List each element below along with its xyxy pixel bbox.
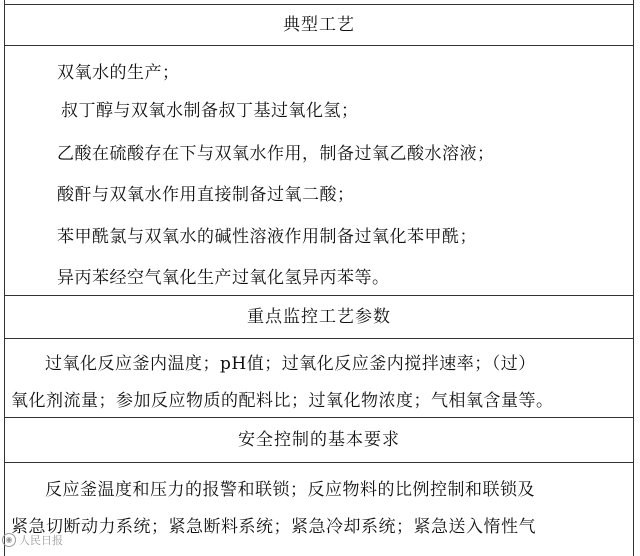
requirement-line: 紧急切断动力系统；紧急断料系统；紧急冷却系统；紧急送入惰性气: [11, 517, 536, 537]
requirement-line: 反应釜温度和压力的报警和联锁；反应物料的比例控制和联锁及: [45, 480, 535, 500]
section-header-safety-requirements: 安全控制的基本要求: [5, 417, 633, 463]
parameter-line: 过氧化反应釜内温度；pH值；过氧化反应釜内搅拌速率；（过）: [45, 354, 536, 374]
process-item: 叔丁醇与双氧水制备叔丁基过氧化氢；: [61, 101, 359, 121]
process-item: 乙酸在硫酸存在下与双氧水作用，制备过氧乙酸水溶液；: [57, 144, 495, 164]
parameter-line: 氧化剂流量；参加反应物质的配料比；过氧化物浓度；气相氧含量等。: [11, 391, 554, 411]
section-header-typical-process: 典型工艺: [5, 4, 633, 46]
watermark-text: 人民日报: [19, 534, 63, 547]
section-header-monitoring-parameters: 重点监控工艺参数: [5, 295, 633, 339]
process-item: 酸酐与双氧水作用直接制备过氧二酸；: [57, 185, 355, 205]
watermark: [2, 532, 63, 548]
process-item: 双氧水的生产；: [57, 63, 180, 83]
process-item: 异丙苯经空气氧化生产过氧化氢异丙苯等。: [57, 268, 390, 288]
process-table: [4, 0, 634, 556]
process-item: 苯甲酰氯与双氧水的碱性溶液作用制备过氧化苯甲酰；: [57, 227, 477, 247]
weibo-icon: ◉: [2, 533, 16, 547]
